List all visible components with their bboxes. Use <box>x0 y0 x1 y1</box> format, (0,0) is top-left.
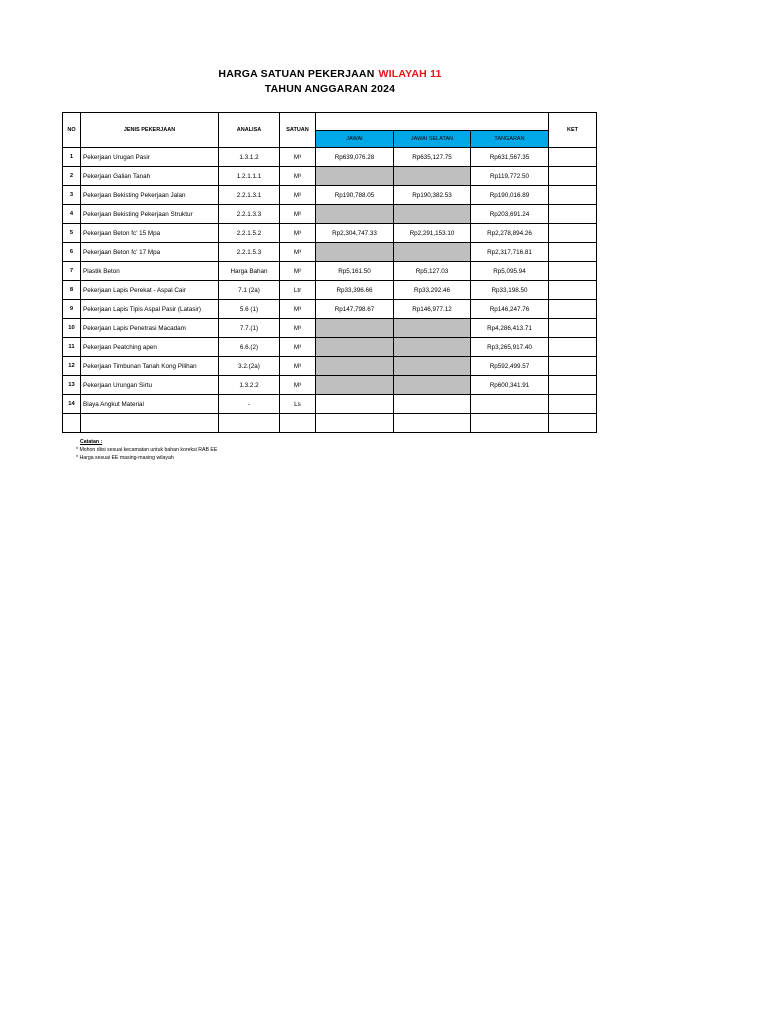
row-jenis: Pekerjaan Lapis Penetrasi Macadam <box>81 319 219 338</box>
row-price-jawai-selatan: Rp146,977.12 <box>394 300 471 319</box>
row-analisa: 2.2.1.5.3 <box>219 243 280 262</box>
row-satuan: M³ <box>280 243 316 262</box>
row-price-tangaran: Rp2,278,894.26 <box>471 224 549 243</box>
row-price-tangaran: Rp631,567.35 <box>471 148 549 167</box>
row-price-jawai: Rp639,076.28 <box>316 148 394 167</box>
table-row <box>63 395 597 414</box>
row-satuan: M² <box>280 205 316 224</box>
row-jenis: Pekerjaan Lapis Tipis Aspal Pasir (Latasir) <box>81 300 219 319</box>
empty-cell <box>280 414 316 433</box>
row-price-tangaran: Rp592,499.57 <box>471 357 549 376</box>
row-jenis: Pekerjaan Timbunan Tanah Kong Pilihan <box>81 357 219 376</box>
row-satuan: Ltr <box>280 281 316 300</box>
row-satuan: M³ <box>280 300 316 319</box>
row-no: 11 <box>63 338 81 357</box>
row-satuan: M³ <box>280 357 316 376</box>
header-satuan: SATUAN <box>280 113 316 148</box>
row-no: 2 <box>63 167 81 186</box>
table-row <box>63 319 597 338</box>
row-analisa: Harga Bahan <box>219 262 280 281</box>
table-row <box>63 300 597 319</box>
row-no: 14 <box>63 395 81 414</box>
row-price-jawai <box>316 205 394 224</box>
row-ket <box>549 281 597 300</box>
row-satuan: M² <box>280 262 316 281</box>
row-ket <box>549 357 597 376</box>
table-row <box>63 281 597 300</box>
row-no: 10 <box>63 319 81 338</box>
row-price-jawai <box>316 338 394 357</box>
header-jawai: JAWAI <box>316 131 394 148</box>
row-price-jawai-selatan: Rp190,382.53 <box>394 186 471 205</box>
row-analisa: 6.6.(2) <box>219 338 280 357</box>
header-region-group <box>316 113 549 131</box>
row-price-jawai: Rp2,304,747.33 <box>316 224 394 243</box>
row-analisa: 1.3.1.2 <box>219 148 280 167</box>
row-price-tangaran: Rp600,341.91 <box>471 376 549 395</box>
table-row <box>63 186 597 205</box>
row-analisa: 5.6 (1) <box>219 300 280 319</box>
notes <box>76 438 217 462</box>
notes-heading: Catatan : <box>80 439 103 445</box>
row-satuan: M² <box>280 186 316 205</box>
row-no: 13 <box>63 376 81 395</box>
row-price-tangaran: Rp190,016.89 <box>471 186 549 205</box>
table-row <box>63 376 597 395</box>
row-price-jawai-selatan <box>394 205 471 224</box>
page-title <box>0 68 660 80</box>
table-row <box>63 338 597 357</box>
row-price-jawai: Rp190,788.05 <box>316 186 394 205</box>
row-jenis: Pekerjaan Beton fc' 17 Mpa <box>81 243 219 262</box>
row-ket <box>549 243 597 262</box>
row-no: 9 <box>63 300 81 319</box>
row-price-jawai-selatan <box>394 395 471 414</box>
row-price-jawai-selatan: Rp2,291,153.10 <box>394 224 471 243</box>
row-jenis: Biaya Angkut Material <box>81 395 219 414</box>
row-price-tangaran: Rp2,317,716.81 <box>471 243 549 262</box>
row-jenis: Pekerjaan Urugan Pasir <box>81 148 219 167</box>
row-jenis: Pekerjaan Urungan Sirtu <box>81 376 219 395</box>
row-ket <box>549 300 597 319</box>
row-price-tangaran: Rp146,247.76 <box>471 300 549 319</box>
title-region: WILAYAH 11 <box>378 68 442 80</box>
empty-cell <box>219 414 280 433</box>
row-price-jawai: Rp33,396.66 <box>316 281 394 300</box>
price-table <box>62 112 597 433</box>
row-price-tangaran: Rp203,691.24 <box>471 205 549 224</box>
header-tangaran: TANGARAN <box>471 131 549 148</box>
table-row <box>63 243 597 262</box>
row-jenis: Plastik Beton <box>81 262 219 281</box>
row-jenis: Pekerjaan Lapis Perekat - Aspal Cair <box>81 281 219 300</box>
row-no: 3 <box>63 186 81 205</box>
note-line: * Harga sesuai EE masing-masing wilayah <box>76 455 174 461</box>
row-jenis: Pekerjaan Bekisting Pekerjaan Jalan <box>81 186 219 205</box>
table-row <box>63 262 597 281</box>
row-price-tangaran: Rp3,265,917.40 <box>471 338 549 357</box>
row-analisa: 7.1 (2a) <box>219 281 280 300</box>
header-ket: KET <box>549 113 597 148</box>
note-line: * Mohon diisi sesuai kecamatan untuk bahan koreksi RAB EE <box>76 447 218 453</box>
row-price-jawai-selatan <box>394 167 471 186</box>
empty-cell <box>63 414 81 433</box>
row-price-tangaran: Rp33,198.50 <box>471 281 549 300</box>
row-ket <box>549 376 597 395</box>
header-jenis: JENIS PEKERJAAN <box>81 113 219 148</box>
row-analisa: 1.2.1.1.1 <box>219 167 280 186</box>
row-jenis: Pekerjaan Bekisting Pekerjaan Struktur <box>81 205 219 224</box>
row-ket <box>549 224 597 243</box>
table-row-empty <box>63 414 597 433</box>
row-no: 8 <box>63 281 81 300</box>
table-row <box>63 357 597 376</box>
row-satuan: Ls <box>280 395 316 414</box>
row-price-jawai <box>316 376 394 395</box>
row-analisa: 2.2.1.5.2 <box>219 224 280 243</box>
table-row <box>63 205 597 224</box>
row-analisa: - <box>219 395 280 414</box>
empty-cell <box>394 414 471 433</box>
row-ket <box>549 262 597 281</box>
row-ket <box>549 205 597 224</box>
row-jenis: Pekerjaan Peatching apen <box>81 338 219 357</box>
row-price-jawai-selatan <box>394 243 471 262</box>
row-price-jawai: Rp5,161.50 <box>316 262 394 281</box>
title-main: HARGA SATUAN PEKERJAAN <box>218 68 375 80</box>
row-no: 6 <box>63 243 81 262</box>
row-analisa: 7.7.(1) <box>219 319 280 338</box>
header-row <box>63 113 597 131</box>
row-ket <box>549 167 597 186</box>
row-price-jawai <box>316 167 394 186</box>
row-analisa: 1.3.2.2 <box>219 376 280 395</box>
row-price-jawai-selatan <box>394 376 471 395</box>
header-no: NO <box>63 113 81 148</box>
row-no: 12 <box>63 357 81 376</box>
row-price-jawai-selatan: Rp33,292.46 <box>394 281 471 300</box>
row-jenis: Pekerjaan Galian Tanah <box>81 167 219 186</box>
row-satuan: M³ <box>280 376 316 395</box>
row-no: 4 <box>63 205 81 224</box>
row-analisa: 2.2.1.3.1 <box>219 186 280 205</box>
row-price-jawai: Rp147,798.67 <box>316 300 394 319</box>
row-analisa: 3.2.(2a) <box>219 357 280 376</box>
row-ket <box>549 395 597 414</box>
row-price-tangaran: Rp119,772.50 <box>471 167 549 186</box>
header-jawai-selatan: JAWAI SELATAN <box>394 131 471 148</box>
empty-cell <box>471 414 549 433</box>
page-subtitle: TAHUN ANGGARAN 2024 <box>264 83 396 95</box>
row-price-tangaran: Rp4,286,413.71 <box>471 319 549 338</box>
row-ket <box>549 338 597 357</box>
row-price-jawai-selatan: Rp5,127.03 <box>394 262 471 281</box>
empty-cell <box>81 414 219 433</box>
row-satuan: M³ <box>280 148 316 167</box>
row-price-jawai <box>316 395 394 414</box>
row-price-tangaran <box>471 395 549 414</box>
row-price-tangaran: Rp5,095.94 <box>471 262 549 281</box>
row-no: 5 <box>63 224 81 243</box>
table-row <box>63 167 597 186</box>
row-satuan: M³ <box>280 319 316 338</box>
row-price-jawai-selatan: Rp635,127.75 <box>394 148 471 167</box>
row-analisa: 2.2.1.3.3 <box>219 205 280 224</box>
row-satuan: M³ <box>280 224 316 243</box>
empty-cell <box>549 414 597 433</box>
empty-cell <box>316 414 394 433</box>
row-ket <box>549 186 597 205</box>
row-price-jawai-selatan <box>394 319 471 338</box>
table-row <box>63 224 597 243</box>
row-satuan: M³ <box>280 167 316 186</box>
header-analisa: ANALISA <box>219 113 280 148</box>
row-price-jawai-selatan <box>394 357 471 376</box>
row-price-jawai-selatan <box>394 338 471 357</box>
row-ket <box>549 148 597 167</box>
table-row <box>63 148 597 167</box>
row-price-jawai <box>316 357 394 376</box>
row-jenis: Pekerjaan Beton fc' 15 Mpa <box>81 224 219 243</box>
row-price-jawai <box>316 319 394 338</box>
row-satuan: M³ <box>280 338 316 357</box>
row-ket <box>549 319 597 338</box>
row-no: 1 <box>63 148 81 167</box>
row-price-jawai <box>316 243 394 262</box>
row-no: 7 <box>63 262 81 281</box>
